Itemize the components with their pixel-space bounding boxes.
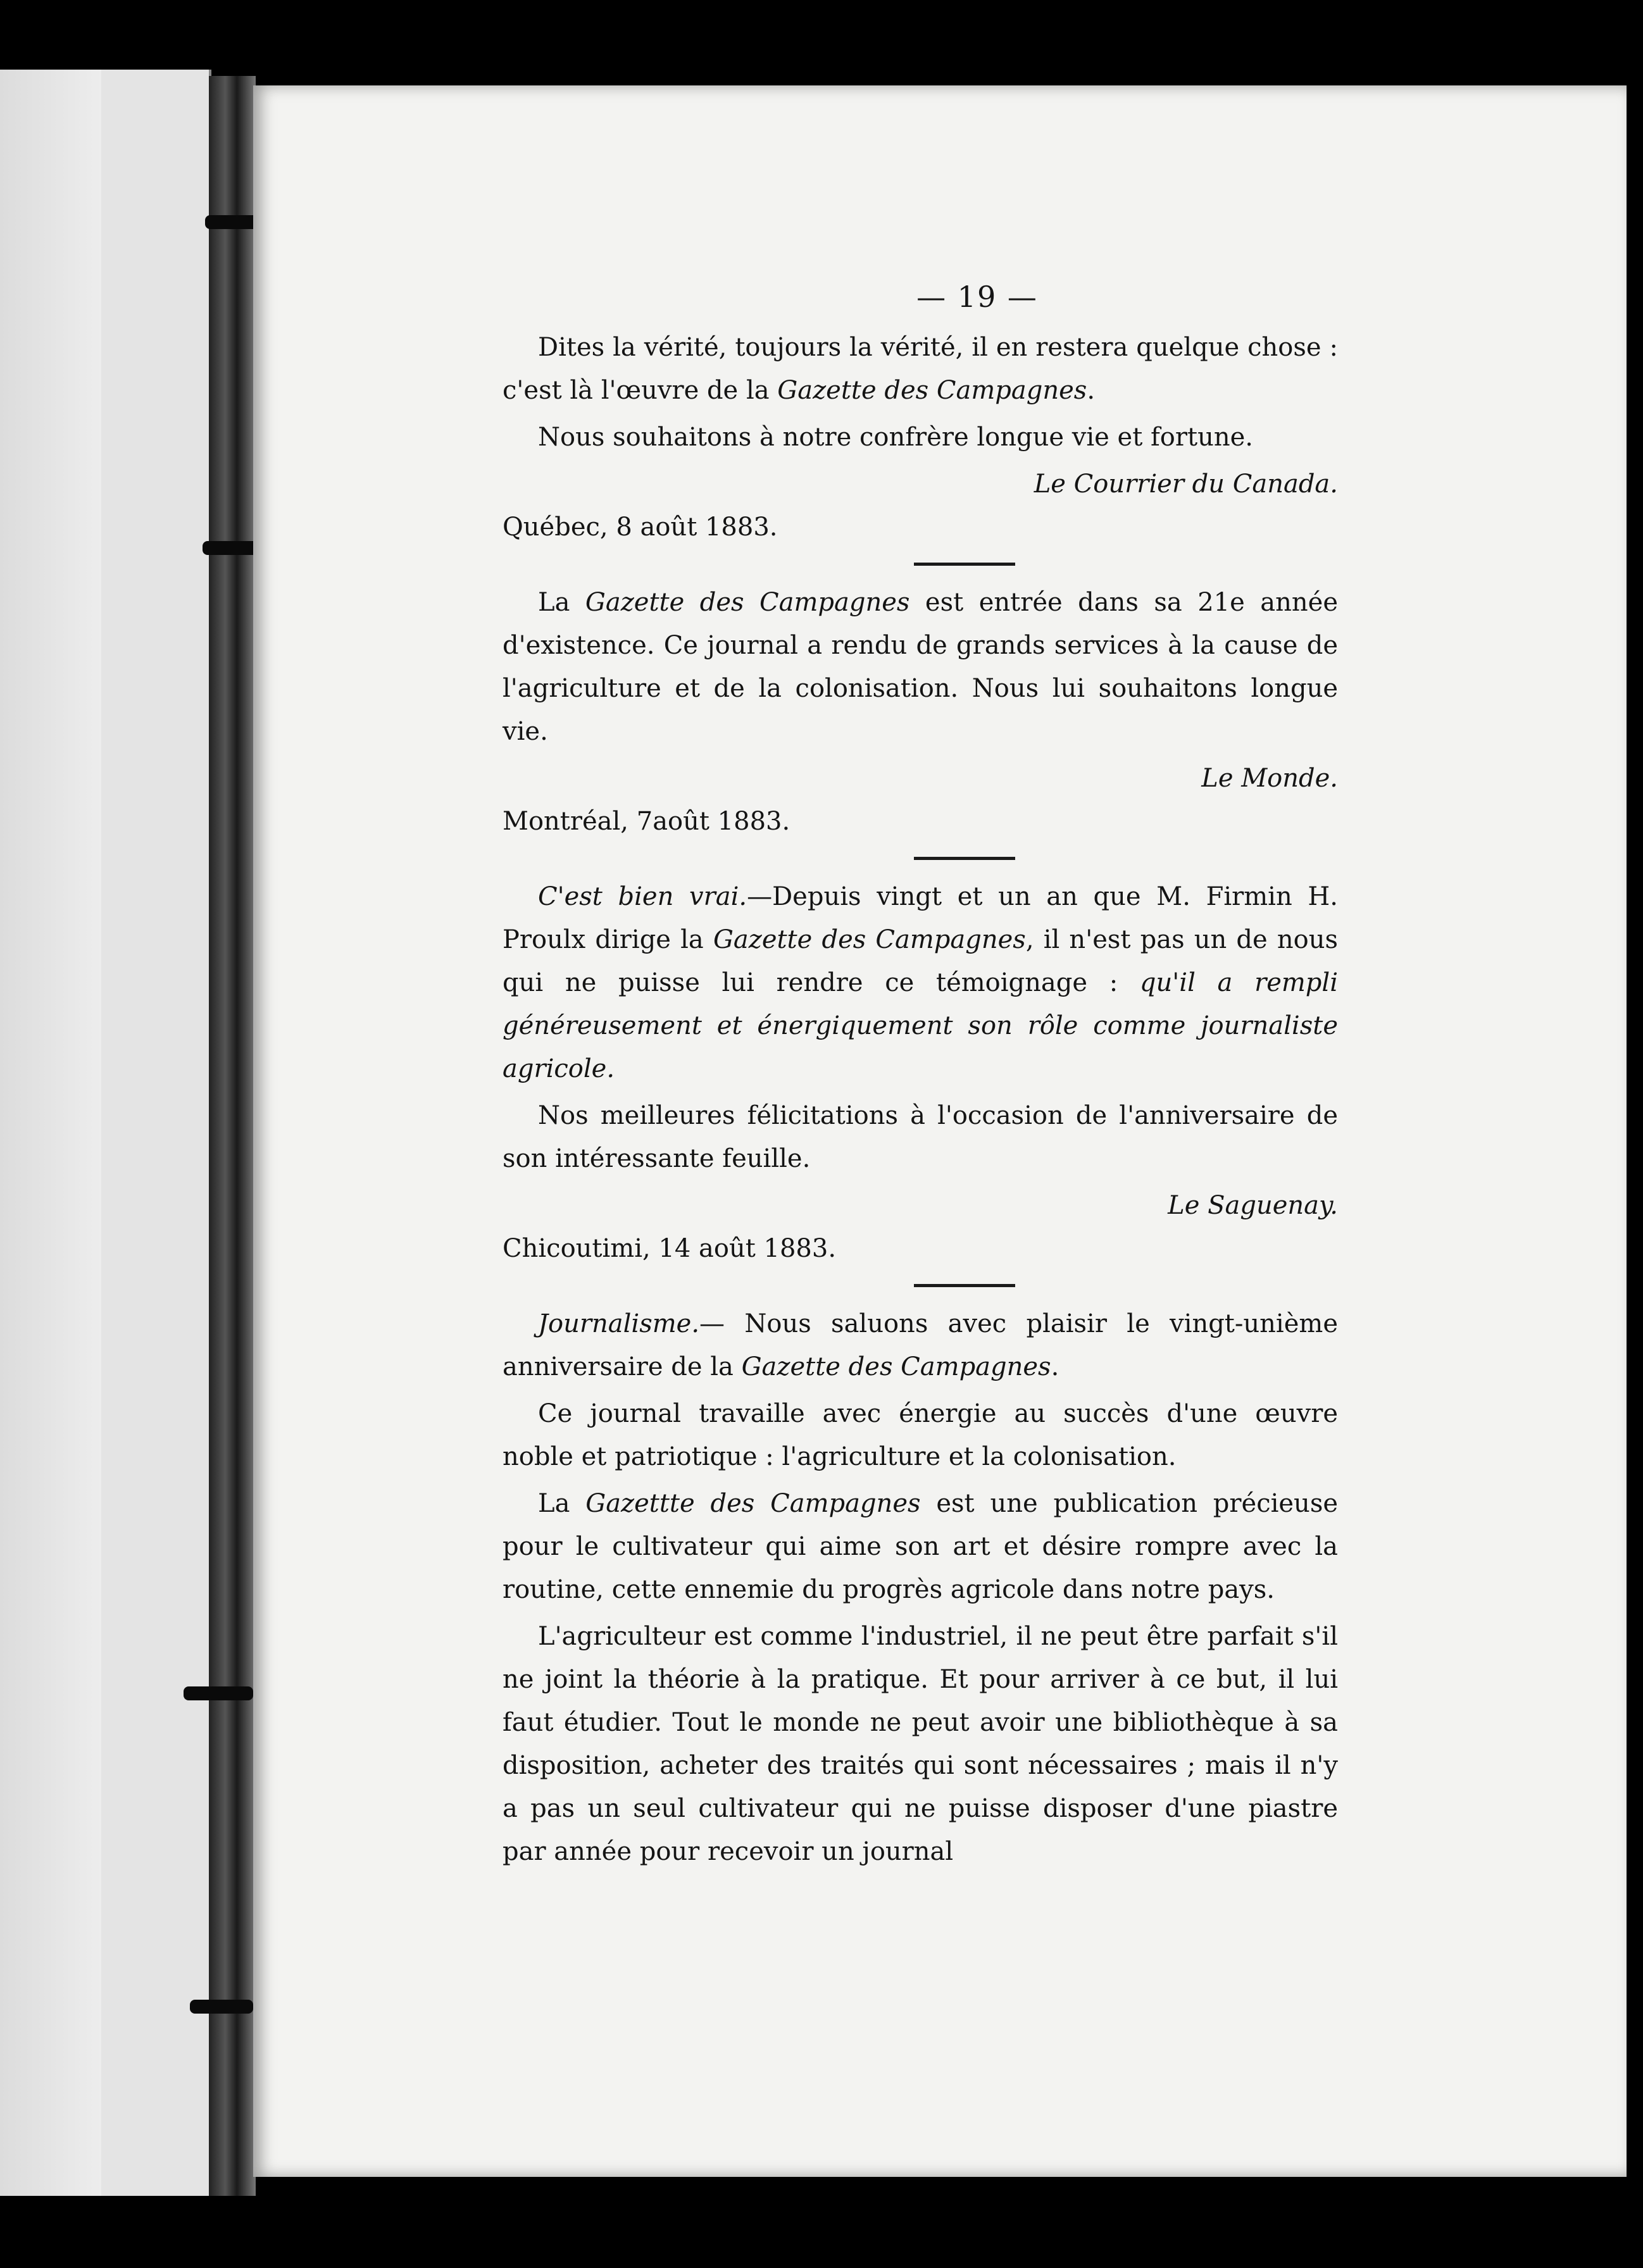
paragraph-text: Dites la vérité, toujours la vérité, il en restera quelque chose : c'est là l'œuvre de la <box>503 333 1338 405</box>
page-number: — 19 — <box>916 280 1038 314</box>
facing-page-edge <box>0 70 211 2196</box>
page-text-block <box>503 275 1338 1877</box>
paragraph-text: —Depuis vingt et un an que M. Firmin H. Proulx dirige la <box>503 882 1338 954</box>
newspaper-title: Gazette des Campagnes <box>713 925 1026 954</box>
section-divider <box>914 563 1015 566</box>
signature: Le Monde. <box>1201 764 1338 793</box>
press-excerpt-saguenay <box>503 875 1338 1270</box>
newspaper-title: Gazette des Campagnes <box>741 1352 1051 1381</box>
paragraph: Nos meilleures félicitations à l'occasion de l'anniversaire de son intéressante feuille. <box>503 1101 1338 1173</box>
paragraph-text: , il n'est pas un de nous qui ne puisse lui rendre ce témoignage : <box>503 925 1338 997</box>
paragraph <box>503 875 1338 1090</box>
binding-stitch <box>190 2000 253 2014</box>
book-page <box>253 85 1627 2177</box>
newspaper-title: Gazette des Campagnes <box>585 588 910 617</box>
paragraph: L'agriculteur est comme l'industriel, il ne peut être parfait s'il ne joint la théorie à la pratique. Et pour arriver à ce but, il lui faut étudier. Tout le monde ne peut avoir une bibliothèque à sa disposition, acheter des traités qui sont nécessaires ; mais il n'y a pas un seul cultivateur qui ne puisse disposer d'une piastre par année pour recevoir un journal <box>503 1622 1338 1866</box>
paragraph-text: est entrée dans sa 21e année d'existence. Ce journal a rendu de grands services à la cause de l'agriculture et de la colonisation. Nous lui souhaitons longue vie. <box>503 588 1339 746</box>
dateline: Montréal, 7août 1883. <box>503 807 790 836</box>
press-excerpt-monde <box>503 581 1338 843</box>
section-divider <box>914 857 1015 860</box>
lead-phrase: Journalisme. <box>538 1309 700 1338</box>
paragraph-text: . <box>1051 1352 1059 1381</box>
paragraph: Ce journal travaille avec énergie au succès d'une œuvre noble et patriotique : l'agriculture et la colonisation. <box>503 1399 1338 1471</box>
paragraph-text: . <box>1087 376 1096 405</box>
newspaper-title: Gazette des Campagnes <box>777 376 1087 405</box>
paragraph: Nous souhaitons à notre confrère longue vie et fortune. <box>538 423 1253 452</box>
paragraph <box>503 581 1338 753</box>
paragraph <box>503 326 1338 412</box>
dateline: Québec, 8 août 1883. <box>503 513 778 542</box>
press-excerpt-journalisme <box>503 1302 1338 1873</box>
paragraph-text: La <box>538 588 585 617</box>
dateline: Chicoutimi, 14 août 1883. <box>503 1234 837 1263</box>
binding-stitch <box>184 1686 253 1700</box>
paragraph <box>503 1302 1338 1388</box>
book-spine <box>209 76 256 2196</box>
facing-page-shadow <box>0 70 101 2196</box>
signature: Le Courrier du Canada. <box>1034 470 1338 499</box>
lead-phrase: C'est bien vrai. <box>538 882 747 911</box>
paragraph-text: — Nous saluons avec plaisir le vingt-unième anniversaire de la <box>503 1309 1338 1381</box>
paragraph-text: La <box>538 1489 586 1518</box>
quoted-tribute: qu'il a rempli généreusement et énergiquement son rôle comme journaliste agricole. <box>503 968 1338 1083</box>
signature: Le Saguenay. <box>1168 1191 1338 1220</box>
press-excerpt-courrier <box>503 326 1338 549</box>
newspaper-title: Gazettte des Campagnes <box>585 1489 921 1518</box>
paragraph-text: est une publication précieuse pour le cultivateur qui aime son art et désire rompre avec la routine, cette ennemie du progrès agricole dans notre pays. <box>503 1489 1339 1604</box>
section-divider <box>914 1284 1015 1287</box>
paragraph <box>503 1482 1338 1611</box>
